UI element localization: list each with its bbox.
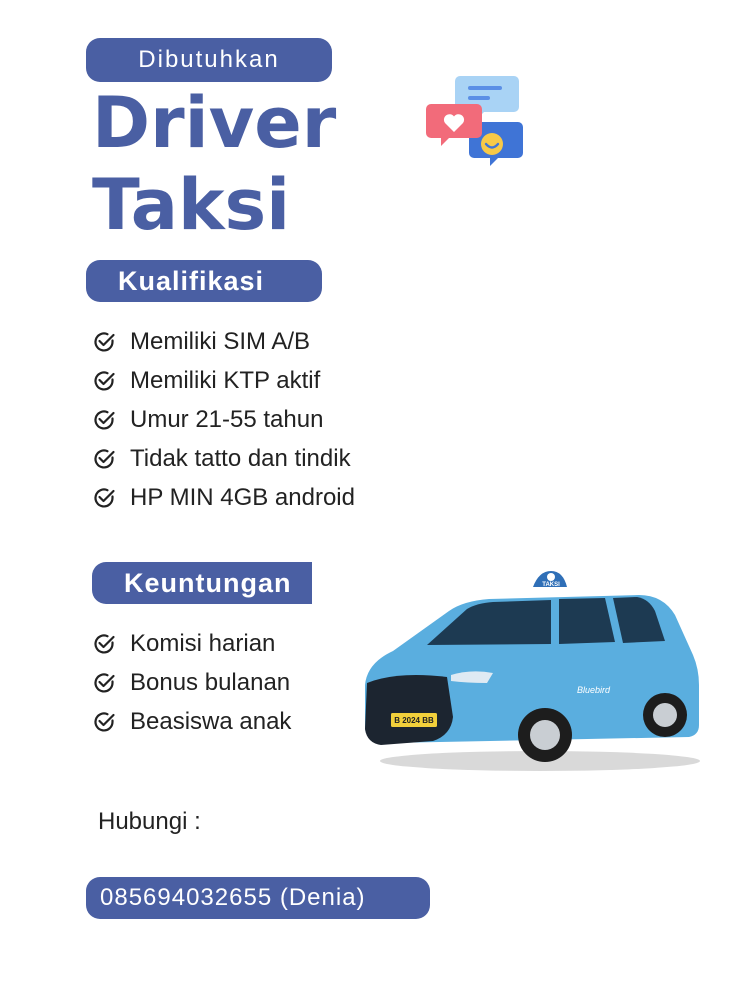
list-item-label: Komisi harian [130, 629, 276, 657]
hiring-badge-label: Dibutuhkan [138, 46, 280, 73]
qualifications-title: Kualifikasi [118, 265, 265, 296]
benefits-header [92, 562, 312, 604]
taxi-brand: Bluebird [577, 685, 611, 695]
page-title-line-1: Driver [92, 82, 337, 164]
contact-label: Hubungi : [98, 808, 201, 835]
list-item-label: Beasiswa anak [130, 707, 292, 735]
check-circle-icon [92, 710, 116, 734]
qualifications-list [92, 322, 355, 517]
phone-number[interactable]: 085694032655 (Denia) [100, 884, 366, 911]
page-title-line-2: Taksi [92, 164, 291, 246]
chat-bubbles-icon [424, 74, 528, 174]
list-item-label: Memiliki SIM A/B [130, 327, 311, 355]
phone-number-badge[interactable] [86, 877, 430, 919]
list-item [92, 663, 291, 702]
list-item-label: Bonus bulanan [130, 668, 291, 696]
list-item-label: Umur 21-55 tahun [130, 405, 324, 433]
list-item-label: Memiliki KTP aktif [130, 366, 321, 394]
check-circle-icon [92, 330, 116, 354]
hiring-badge [86, 38, 332, 82]
list-item-label: HP MIN 4GB android [130, 483, 355, 511]
license-plate: B 2024 BB [394, 716, 434, 725]
list-item-label: Tidak tatto dan tindik [130, 444, 351, 472]
list-item [92, 624, 291, 663]
list-item [92, 702, 291, 741]
roof-sign-label: TAKSI [542, 582, 560, 588]
check-circle-icon [92, 408, 116, 432]
check-circle-icon [92, 671, 116, 695]
list-item [92, 478, 355, 517]
page-title [92, 82, 336, 246]
list-item [92, 400, 355, 439]
qualifications-header [86, 260, 322, 302]
check-circle-icon [92, 632, 116, 656]
benefits-title: Keuntungan [124, 567, 292, 598]
list-item [92, 361, 355, 400]
check-circle-icon [92, 447, 116, 471]
taxi-car-image [355, 565, 700, 775]
check-circle-icon [92, 486, 116, 510]
check-circle-icon [92, 369, 116, 393]
benefits-list [92, 624, 291, 741]
list-item [92, 322, 355, 361]
list-item [92, 439, 355, 478]
